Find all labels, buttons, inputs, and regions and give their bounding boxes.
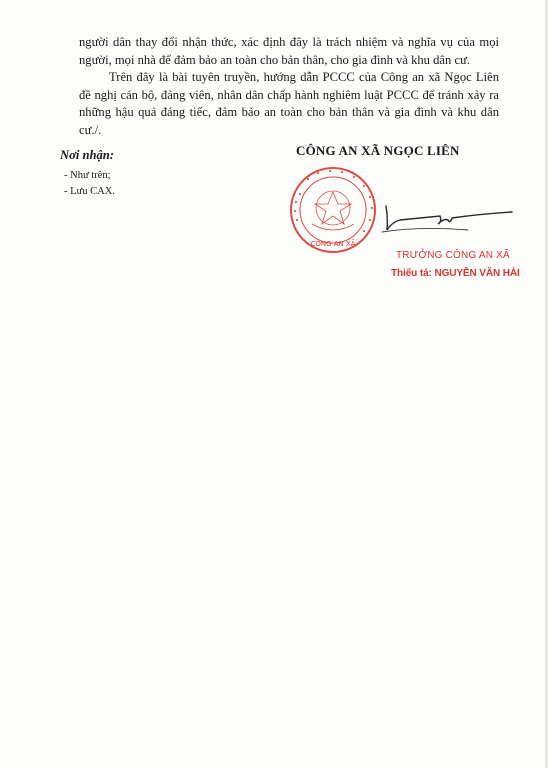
paragraph-1: người dân thay đổi nhận thức, xác định đây là trách nhiệm và nghĩa vụ của mọi người, mọi nhà để đảm bảo an toàn cho bản thân, cho gia đình và khu dân cư.	[79, 35, 499, 67]
seal-text: CÔNG AN XÃ	[310, 240, 356, 248]
recipients-block	[60, 148, 210, 200]
signer-organization: CÔNG AN XÃ NGỌC LIÊN	[296, 143, 460, 158]
signer-title: TRƯỞNG CÔNG AN XÃ	[396, 250, 510, 261]
official-seal-icon	[278, 164, 388, 256]
recipient-item: - Lưu CAX.	[64, 186, 115, 197]
signature-icon	[380, 200, 520, 240]
recipients-heading: Nơi nhận:	[60, 148, 115, 162]
paragraph-2: Trên đây là bài tuyên truyền, hướng dẫn PCCC của Công an xã Ngọc Liên đề nghị cán bộ, đảng viên, nhân dân chấp hành nghiêm luật PCCC để tránh xảy ra những hậu quả đáng tiếc, đảm bảo an toàn cho bản thân và gia đình và khu dân cư./.	[79, 70, 499, 137]
recipient-item: - Như trên;	[64, 170, 111, 181]
signer-name: Thiếu tá: NGUYỄN VĂN HẢI	[391, 268, 520, 279]
document-body	[79, 34, 499, 140]
